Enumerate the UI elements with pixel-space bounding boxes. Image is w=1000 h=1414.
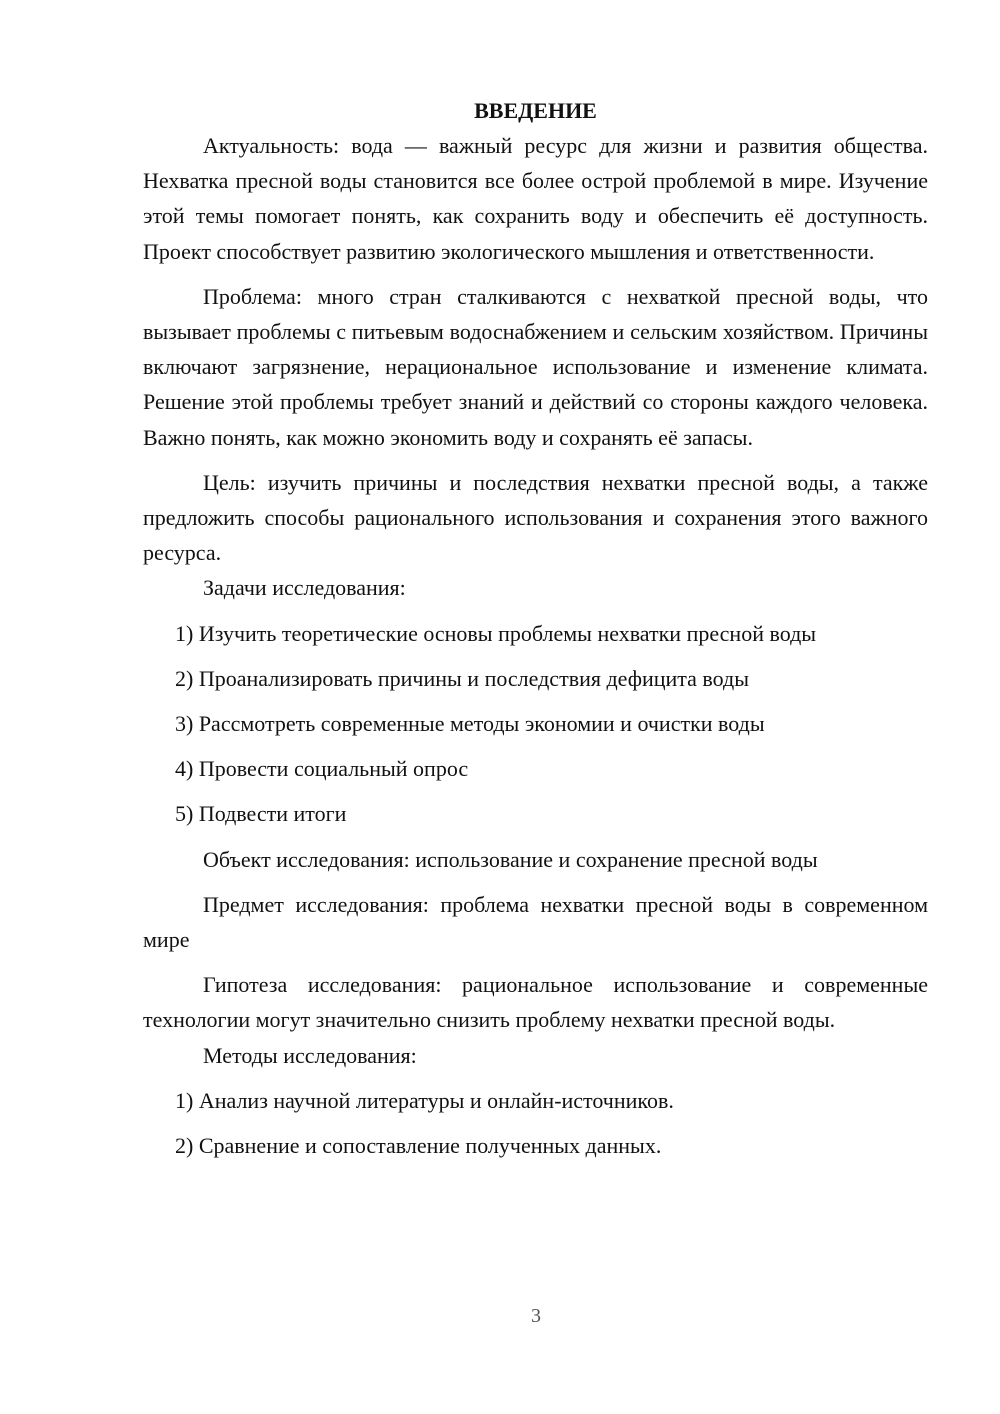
page-number: 3 xyxy=(531,1305,541,1327)
problem-paragraph: Проблема: много стран сталкиваются с нехваткой пресной воды, что вызывает проблемы с питьевым водоснабжением и сельским хозяйством. Причины включают загрязнение, нерациональное использование и изменение климата. Решение этой проблемы требует знаний и действий со стороны каждого человека. Важно понять, как можно экономить воду и сохранять её запасы. xyxy=(143,283,928,450)
section-heading: ВВЕДЕНИЕ xyxy=(474,98,597,123)
tasks-title: Задачи исследования: xyxy=(203,575,406,601)
subject-paragraph: Предмет исследования: проблема нехватки пресной воды в современном мире xyxy=(143,891,928,953)
hypothesis-paragraph: Гипотеза исследования: рациональное использование и современные технологии могут значительно снизить проблему нехватки пресной воды. xyxy=(143,972,928,1033)
list-item: 2) Сравнение и сопоставление полученных данных. xyxy=(175,1133,662,1159)
methods-list xyxy=(143,1083,928,1163)
list-item: 5) Подвести итоги xyxy=(175,801,347,827)
list-item: 2) Проанализировать причины и последствия дефицита воды xyxy=(175,665,749,691)
relevance-paragraph: Актуальность: вода — важный ресурс для жизни и развития общества. Нехватка пресной воды становится все более острой проблемой в мире. Изучение этой темы помогает понять, как сохранить воду и обеспечить её доступность. Проект способствует развитию экологического мышления и ответственности. xyxy=(143,133,928,264)
methods-title: Методы исследования: xyxy=(203,1042,417,1068)
page-content xyxy=(143,93,928,1163)
goal-paragraph: Цель: изучить причины и последствия нехватки пресной воды, а также предложить способы рационального использования и сохранения этого важного ресурса. xyxy=(143,469,928,566)
list-item: 4) Провести социальный опрос xyxy=(175,756,469,782)
tasks-list xyxy=(143,616,928,832)
list-item: 1) Изучить теоретические основы проблемы нехватки пресной воды xyxy=(175,620,817,646)
list-item: 3) Рассмотреть современные методы экономии и очистки воды xyxy=(175,711,765,737)
list-item: 1) Анализ научной литературы и онлайн-источников. xyxy=(175,1087,674,1113)
object-paragraph: Объект исследования: использование и сохранение пресной воды xyxy=(203,846,818,872)
